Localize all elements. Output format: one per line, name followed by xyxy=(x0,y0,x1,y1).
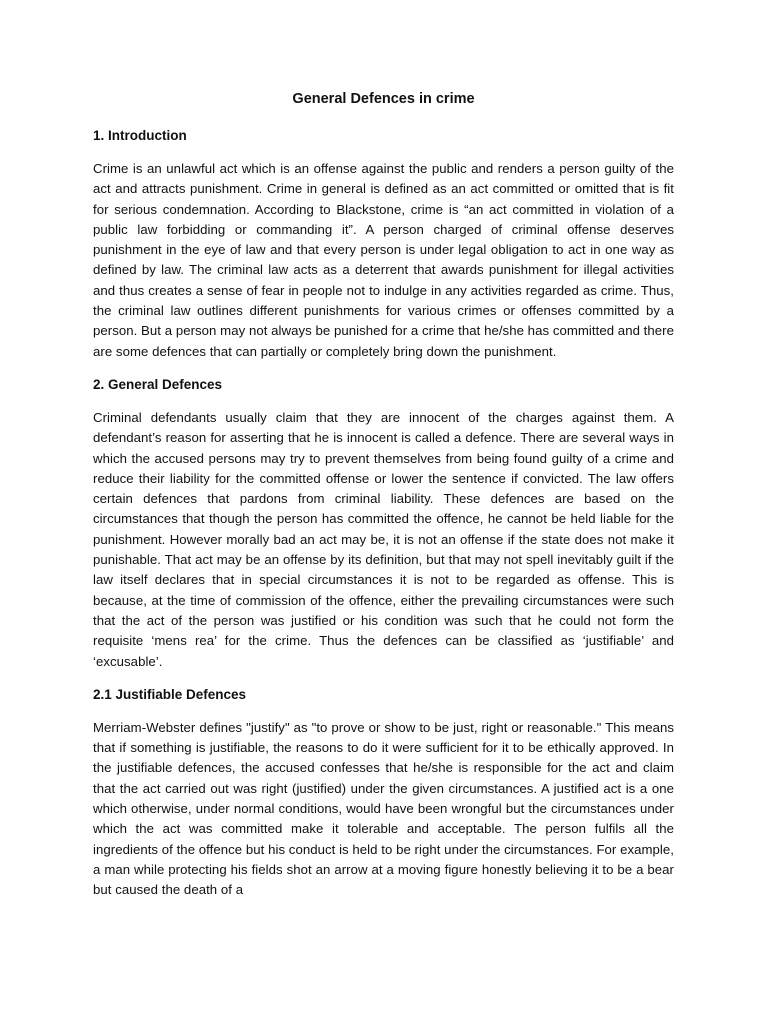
paragraph-justifiable-defences: Merriam-Webster defines "justify" as "to prove or show to be just, right or reasonable." This means that if something is justifiable, the reasons to do it were sufficient for it to be ethically approved. In the justifiable defences, the accused confesses that he/she is responsible for the act and claim that the act carried out was right (justified) under the given circumstances. A justified act is a one which otherwise, under normal conditions, would have been wrongful but the circumstances under which the act was committed make it tolerable and acceptable. The person fulfils all the ingredients of the offence but his conduct is held to be right under the circumstances. For example, a man while protecting his fields shot an arrow at a moving figure honestly believing it to be a bear but caused the death of a xyxy=(93,719,674,898)
paragraph-general-defences: Criminal defendants usually claim that they are innocent of the charges against them. A defendant’s reason for asserting that he is innocent is called a defence. There are several ways in which the accused persons may try to prevent themselves from being found guilty of a crime and reduce their liability for the committed offense or lower the sentence if convicted. The law offers certain defences that pardons from criminal liability. These defences are based on the circumstances that though the person has committed the offence, he cannot be held liable for the punishment. However morally bad an act may be, it is not an offense if the state does not make it punishable. That act may be an offense by its definition, but that may not spell inevitably guilt if the law itself declares that in special circumstances it is not to be regarded as offense. This is because, at the time of commission of the offence, either the prevailing circumstances were such that the act of the person was justified or his condition was such that he could not form the requisite ‘mens rea’ for the crime. Thus the defences can be classified as ‘justifiable’ and ‘excusable’. xyxy=(93,409,674,669)
section-heading-introduction: 1. Introduction xyxy=(93,128,187,143)
paragraph-introduction: Crime is an unlawful act which is an offense against the public and renders a person guilty of the act and attracts punishment. Crime in general is defined as an act committed or omitted that is fit for serious condemnation. According to Blackstone, crime is “an act committed in violation of a public law forbidding or commanding it”. A person charged of criminal offense deserves punishment in the eye of law and that every person is under legal obligation to act in one way as defined by law. The criminal law acts as a deterrent that awards punishment for illegal activities and thus creates a sense of fear in people not to indulge in any activities regarded as crime. Thus, the criminal law outlines different punishments for various crimes or offenses committed by a person. But a person may not always be punished for a crime that he/she has committed and there are some defences that can partially or completely bring down the punishment. xyxy=(93,161,674,359)
document-title: General Defences in crime xyxy=(292,91,475,107)
section-heading-general-defences: 2. General Defences xyxy=(93,376,223,392)
document-page xyxy=(93,88,674,914)
section-heading-justifiable-defences: 2.1 Justifiable Defences xyxy=(93,686,247,702)
